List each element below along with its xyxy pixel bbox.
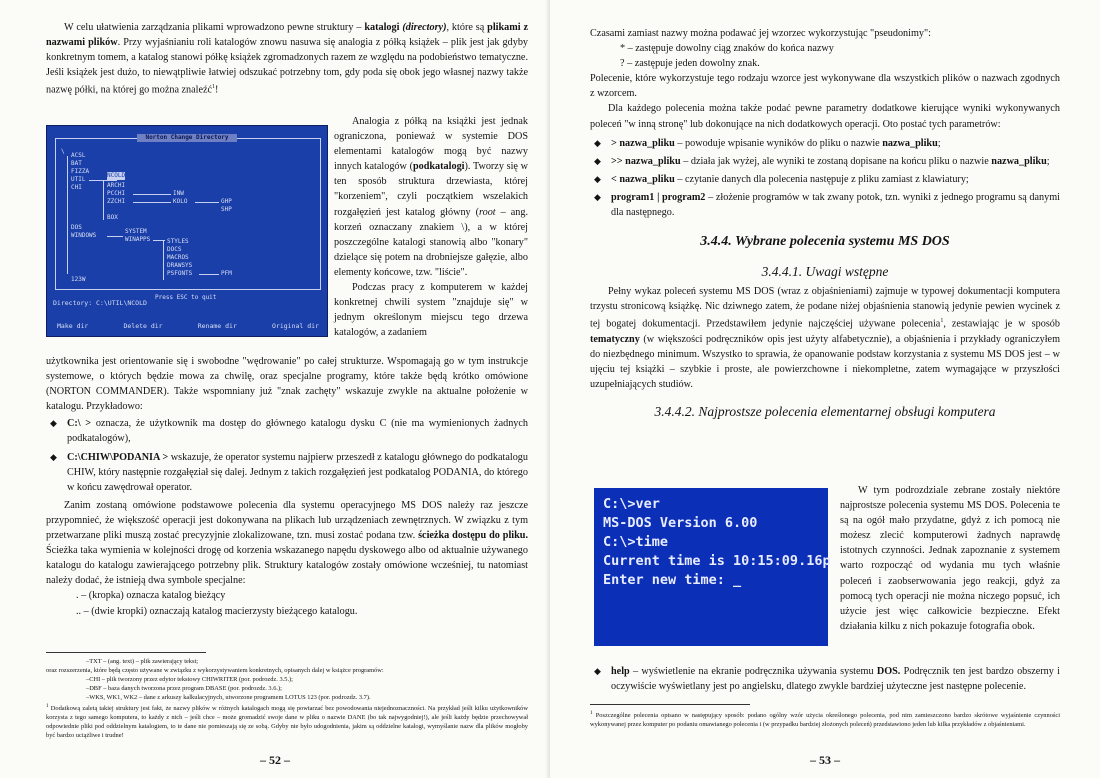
tree-node: MACROS (167, 254, 189, 261)
tree-node: DOCS (167, 246, 182, 253)
footnote-1: $^1$ Dodatkową zaletą takiej struktury jest fakt, że nazwy plików w różnych katalogach mogą się powtarzać bez powodowania niejednoznaczności. Na przykład jeśli kilku użytkowników korzysta z tego samego komputera, to każdy z nich – jeśli chce – może gromadzić swoje dane w pliku o nazwie DANE (bo tak najwygodniej!), ale jeśli każdy będzie przechowywał odpowiednie pliki pod oddzielnym katalogiem, to te dane nie pomieszają się ze sobą. Gdyby nie było udogodnienia, jakim są oddzielne katalogi, wymyślanie nazw dla plików mogłoby być bardzo uciążliwe i trudne! (46, 703, 528, 740)
symbol-double-dot: .. – (dwie kropki) oznaczają katalog macierzysty bieżącego katalogu. (76, 605, 358, 617)
dos-line: Current time is 10:15:09.16p (603, 553, 831, 569)
section-heading-344: 3.4.4. Wybrane polecenia systemu MS DOS (700, 234, 950, 250)
footnote-line: oraz rozszerzenia, które będą często używane w związku z wykorzystywaniem konkretnych, opisanych dalej w książce programów: (46, 667, 384, 674)
list-item: ◆ help – wyświetlenie na ekranie podręcznika używania systemu DOS. Podręcznik ten jest bardzo obszerny i oczywiście wyświetlany jest po angielsku, dlatego zwykle bardziej użyteczne jest następne polecenie. (594, 666, 1060, 693)
help-list (590, 664, 1060, 694)
footnote-1: $^1$ Poszczególne polecenia opisano w następujący sposób: podano ogólny wzór użycia określonego polecenia, pod nim zamieszczono bardzo skrótowe wyjaśnienie czynności wykonywanej przez komputer po podaniu omawianego polecenia i (w przypadku bardziej złożonych poleceń) przedstawiono jeden lub kilka przykładów z objaśnieniami. (590, 710, 1060, 729)
dos-line: MS-DOS Version 6.00 (603, 515, 758, 531)
tree-node: GHP (221, 198, 232, 205)
prompt-examples (46, 416, 528, 494)
footnote-line: –CHI – plik tworzony przez edytor tekstowy CHIWRITER (por. podrozdz. 3.5.); (86, 676, 293, 683)
tree-node: BAT (71, 160, 82, 167)
tree-node: PFM (221, 270, 232, 277)
intro-paragraph: W celu ułatwienia zarządzania plikami wprowadzono pewne struktury – katalogi (directory), które są plikami z nazwami plików. Przy wyjaśnianiu roli katalogów znowu nasuwa się analogia z półką książek – plik jest jak gdyby konkretnym tomem, a katalog stanowi półkę książek zgromadzonych razem ze względu na podobieństwo tematyczne. Jeśli książek jest dużo, to niewątpliwie łatwiej odszukać potrzebny tom, gdy poda się obok jego własnej nazwy także nazwę półki, na której go można znaleźć$^1$! (46, 22, 529, 96)
list-item: ◆ C:\CHIW\PODANIA > wskazuje, że operator systemu najpierw przeszedł z katalogu głównego do podkatalogu CHIW, który następnie rozgałęział się dalej. Jednym z takich rozgałęzień jest podkatalog PODANIA, do którego w końcu zawędrował operator. (50, 451, 528, 493)
list-item: ◆ C:\ > oznacza, że użytkownik ma dostęp do głównego katalogu dysku C (nie ma wymienionych żadnych podkatalogów), (50, 418, 528, 445)
page-number: – 52 – (260, 753, 290, 767)
footnote-line: –TXT – (ang. text) – plik zawierający tekst; (86, 658, 199, 665)
tree-node: ACSL (71, 152, 86, 159)
left-footnotes (46, 646, 528, 740)
footnote-line: –DBF – baza danych tworzona przez program DBASE (por. podrozdz. 3.6.); (86, 685, 282, 692)
side-paragraph-2: Podczas pracy z komputerem w każdej konkretnej chwili system "znajduje się" w jednym określonym miejscu tego drzewa katalogów, a zadaniem (334, 282, 528, 339)
help-section (590, 662, 1060, 729)
tree-node: ZZCHI (107, 198, 126, 205)
wildcard-star: * – zastępuje dowolny ciąg znaków do końca nazwy (620, 43, 834, 55)
right-body (590, 26, 1060, 420)
wildcard-question: ? – zastępuje jeden dowolny znak. (620, 58, 760, 70)
redirect-list (590, 136, 1060, 220)
pseudonyms-paragraph: Czasami zamiast nazwy można podawać jej wzorzec wykorzystując "pseudonimy": (590, 28, 931, 39)
tree-node: PSFONTS (167, 270, 193, 277)
section-heading-3441: 3.4.4.1. Uwagi wstępne (761, 264, 889, 280)
list-item: ◆ >> nazwa_pliku – działa jak wyżej, ale wyniki te zostaną dopisane na końcu pliku o nazwie nazwa_pliku; (594, 155, 1050, 167)
side-paragraph: Analogia z półką na książki jest jednak ograniczona, ponieważ w systemie DOS elementami katalogów mogą być nazwy innych katalogów (podkatalogi). Tworzy się w ten sposób struktura drzewiasta, której "korzeniem", czyli początkiem wszelakich rozgałęzień jest katalog główny (root – ang. korzeń oznaczany znakiem \), a w której poszczególne katalogi stanowią albo "konary" dzielące się potem na drobniejsze gałęzie, albo elementy końcowe, tzw. "liście". (334, 116, 528, 278)
tree-node: BOX (107, 214, 118, 221)
function-key-bar (57, 322, 319, 330)
dos-line: C:\>time (603, 534, 669, 550)
tree-node: 123W (71, 276, 86, 283)
intro-notes-paragraph: Pełny wykaz poleceń systemu MS DOS (wraz z objaśnieniami) zajmuje w typowej dokumentacji komputera trzystu stronicową książkę. Nic dziwnego zatem, że podane niżej objaśnienia stanowią jedynie pewien wycinek z tej bogatej dokumentacji. Przedstawiłem jedynie najczęściej używane polecenia$^1$, zestawiając je w sposób tematyczny (w większości podręczników opis jest użyty alfabetycznie), a objaśnienia i przykłady ograniczyłem do niezbędnego minimum. Wszystko to sprawia, że opanowanie podstaw korzystania z systemu MS DOS jest – w ujęciu tej książki – szybkie i proste, ale powierzchowne i niekompletne, zatem wymagające w przyszłości uzupełniających studiów. (590, 286, 1060, 391)
tree-node: DRAWSYS (167, 262, 193, 269)
tree-node: CHI (71, 184, 82, 191)
tree-node: WINDOWS (71, 232, 97, 239)
tree-node: SYSTEM (125, 228, 147, 235)
tree-node: INW (173, 190, 184, 197)
left-body (46, 354, 528, 619)
dos-line: C:\>ver (603, 496, 660, 512)
original-dir-key: Original dir (272, 322, 319, 330)
tree-node: DOS (71, 224, 82, 231)
list-item: ◆ > nazwa_pliku – powoduje wpisanie wyników do pliku o nazwie nazwa_pliku; (594, 137, 941, 149)
make-dir-key: Make dir (57, 322, 89, 330)
tree-node-selected: NCOLD (107, 172, 126, 179)
tree-node: WINAPPS (125, 236, 151, 243)
symbol-dot: . – (kropka) oznacza katalog bieżący (76, 590, 226, 602)
tree-node: UTIL (71, 176, 86, 183)
norton-title: Norton Change Directory (137, 134, 237, 142)
tree-node: ARCHI (107, 182, 126, 189)
list-item: ◆ program1 | program2 – złożenie programów w tak zwany potok, tzn. wyniki z jednego programu są danymi dla następnego. (594, 191, 1060, 219)
dos-line: Enter new time: _ (603, 572, 742, 588)
tree-node: SHP (221, 206, 232, 213)
right-page (550, 0, 1100, 778)
directory-status: Directory: C:\UTIL\NCOLD (53, 299, 147, 307)
parameters-paragraph: Dla każdego polecenia można także podać pewne parametry dodatkowe kierujące wyniki wykonywanych poleceń "w inną stronę" lub dokonujące na nich dodatkowych operacji. Oto postać tych parametrów: (590, 103, 1060, 130)
dos-side-column (840, 483, 1060, 634)
path-paragraph: Zanim zostaną omówione podstawowe polecenia dla systemu operacyjnego MS DOS należy raz jeszcze przypomnieć, że większość operacji jest dokonywana na plikach lub urządzeniach zewnętrznych. W związku z tym przetwarzane pliki muszą zostać precyzyjnie zlokalizowane, tzn. musi zostać podana tzw. ścieżka dostępu do pliku. Ścieżka taka wymienia w kolejności drogę od korzenia wskazanego napędu dyskowego albo od aktualnie używanego katalogu do katalogu zawierającego potrzebny plik. Struktury katalogów zostały omówione wcześniej, tu natomiast należy dodać, że istnieją dwa symbole specjalne: (46, 499, 528, 587)
tree-node: KOLO (173, 198, 188, 205)
tree-node: STYLES (167, 238, 189, 245)
msdos-screen-photo (594, 488, 831, 646)
tree-node: FIZZA (71, 168, 90, 175)
rename-dir-key: Rename dir (197, 322, 237, 330)
side-column (334, 114, 528, 340)
tree-node: PCCHI (107, 190, 126, 197)
list-item: ◆ < nazwa_pliku – czytanie danych dla polecenia następuje z pliku zamiast z klawiatury; (594, 173, 969, 185)
tree-node: \ (61, 148, 65, 155)
footnote-line: –WKS, WK1, WK2 – dane z arkuszy kalkulacyjnych, utworzone programem LOTUS 123 (por. podrozdz. 3.7). (86, 694, 371, 701)
left-intro (46, 20, 528, 98)
delete-dir-key: Delete dir (123, 322, 163, 330)
pattern-paragraph: Polecenie, które wykorzystuje tego rodzaju wzorce jest wykonywane dla wszystkich plików o nazwach zgodnych z wzorcem. (590, 73, 1060, 100)
press-esc-hint: Press ESC to quit (155, 294, 217, 301)
continued-paragraph: użytkownika jest orientowanie się i swobodne "wędrowanie" po całej strukturze. Wspomagają go w tym instrukcje systemowe, o których będzie mowa za chwilę, oraz specjalne programy, które także będą krótko omówione (NORTON COMMANDER). Także wspomniany już "znak zachęty" wskazuje zwykle na aktualne położenie w katalogu. Przykładowo: (46, 356, 528, 413)
section-heading-3442: 3.4.4.2. Najprostsze polecenia elementarnej obsługi komputera (654, 404, 996, 420)
page-number: – 53 – (810, 753, 840, 767)
norton-change-directory-screenshot (46, 125, 328, 337)
simplest-commands-paragraph: W tym podrozdziale zebrane zostały niektóre najprostsze polecenia systemu MS DOS. Polecenia te są na ogół mało przydatne, gdyż z ich pomocą nie możesz zlecić komputerowi żadnych naprawdę istotnych czynności. Jednak zapoznanie z systemem warto rozpocząć od wydania mu tych właśnie poleceń i zaobserwowania jego reakcji, gdyż za pomocą tych operacji nie można niczego popsuć, ich użycie jest więc całkowicie bezpieczne. Efekt działania kilku z nich pokazuje fotografia obok. (840, 485, 1060, 632)
